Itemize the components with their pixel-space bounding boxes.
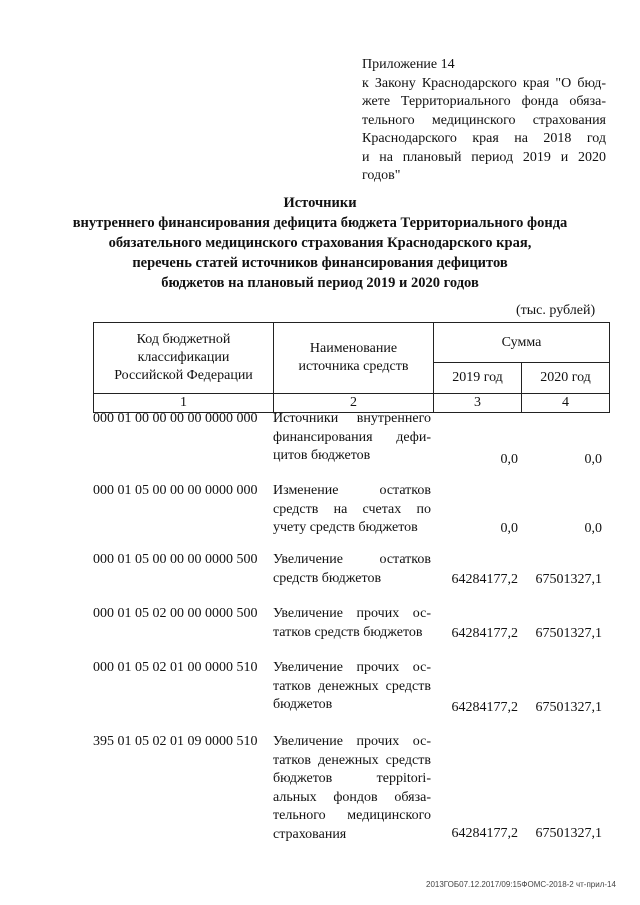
row-code: 000 01 05 00 00 00 0000 500 (93, 552, 258, 567)
appendix-line: жете Территориального фонда обяза- (362, 94, 606, 109)
row-code: 000 01 00 00 00 00 0000 000 (93, 411, 258, 426)
row-value-2019: 0,0 (500, 452, 518, 467)
appendix-line: и на плановый период 2019 и 2020 годов" (362, 149, 606, 183)
row-code: 000 01 05 02 01 00 0000 510 (93, 660, 258, 675)
row-value-2019: 0,0 (500, 521, 518, 536)
document-title (60, 193, 580, 293)
row-value-2020: 67501327,1 (535, 700, 602, 715)
appendix-line: к Закону Краснодарского края "О бюд- (362, 75, 606, 91)
column-number: 3 (434, 394, 522, 413)
row-value-2019: 64284177,2 (451, 826, 518, 841)
row-value-2020: 67501327,1 (535, 826, 602, 841)
row-name: Увеличение прочих ос- татков денежных средств бюджетов (273, 660, 431, 712)
row-value-2020: 0,0 (584, 452, 602, 467)
unit-label: (тыс. рублей) (516, 303, 596, 318)
row-value-2019: 64284177,2 (451, 626, 518, 641)
header-name: Наименование источника средств (274, 323, 434, 394)
appendix-header (362, 56, 606, 186)
row-name: Увеличение остатков средств бюджетов (273, 552, 431, 586)
row-value-2020: 67501327,1 (535, 626, 602, 641)
column-number: 1 (94, 394, 274, 413)
title-line: Источники (283, 195, 357, 211)
appendix-line: Приложение 14 (362, 57, 455, 72)
appendix-line: Краснодарского края на 2018 год (362, 131, 606, 146)
row-value-2019: 64284177,2 (451, 572, 518, 587)
table-header (93, 322, 610, 413)
title-line: перечень статей источников финансирования дефицитов (132, 255, 508, 271)
row-value-2019: 64284177,2 (451, 700, 518, 715)
row-value-2020: 0,0 (584, 521, 602, 536)
column-number: 2 (274, 394, 434, 413)
column-number: 4 (522, 394, 610, 413)
row-name: Изменение остатков средств на счетах по учету средств бюджетов (273, 483, 431, 535)
row-name: Увеличение прочих ос- татков средств бюджетов (273, 606, 431, 640)
document-footer: 2013ГОБ07.12.2017/09:15ФОМС-2018-2 чт-прил-14 (426, 880, 616, 889)
title-line: обязательного медицинского страхования Краснодарского края, (108, 235, 532, 251)
header-sum: Сумма (434, 323, 610, 363)
header-year-2019: 2019 год (434, 363, 522, 394)
row-code: 000 01 05 00 00 00 0000 000 (93, 483, 258, 498)
appendix-line: тельного медицинского страхования (362, 112, 606, 128)
row-value-2020: 67501327,1 (535, 572, 602, 587)
row-name: Источники внутреннего финансирования дефи- цитов бюджетов (273, 411, 431, 463)
header-code: Код бюджетной классификации Российской Федерации (94, 323, 274, 394)
row-code: 000 01 05 02 00 00 0000 500 (93, 606, 258, 621)
title-line: бюджетов на плановый период 2019 и 2020 годов (161, 275, 479, 291)
row-name: Увеличение прочих ос- татков денежных средств бюджетов террitori- альных фондов обяза- тельного медицинского страхования (273, 734, 431, 842)
header-year-2020: 2020 год (522, 363, 610, 394)
title-line: внутреннего финансирования дефицита бюджета Территориального фонда (72, 215, 568, 231)
row-code: 395 01 05 02 01 09 0000 510 (93, 734, 258, 749)
